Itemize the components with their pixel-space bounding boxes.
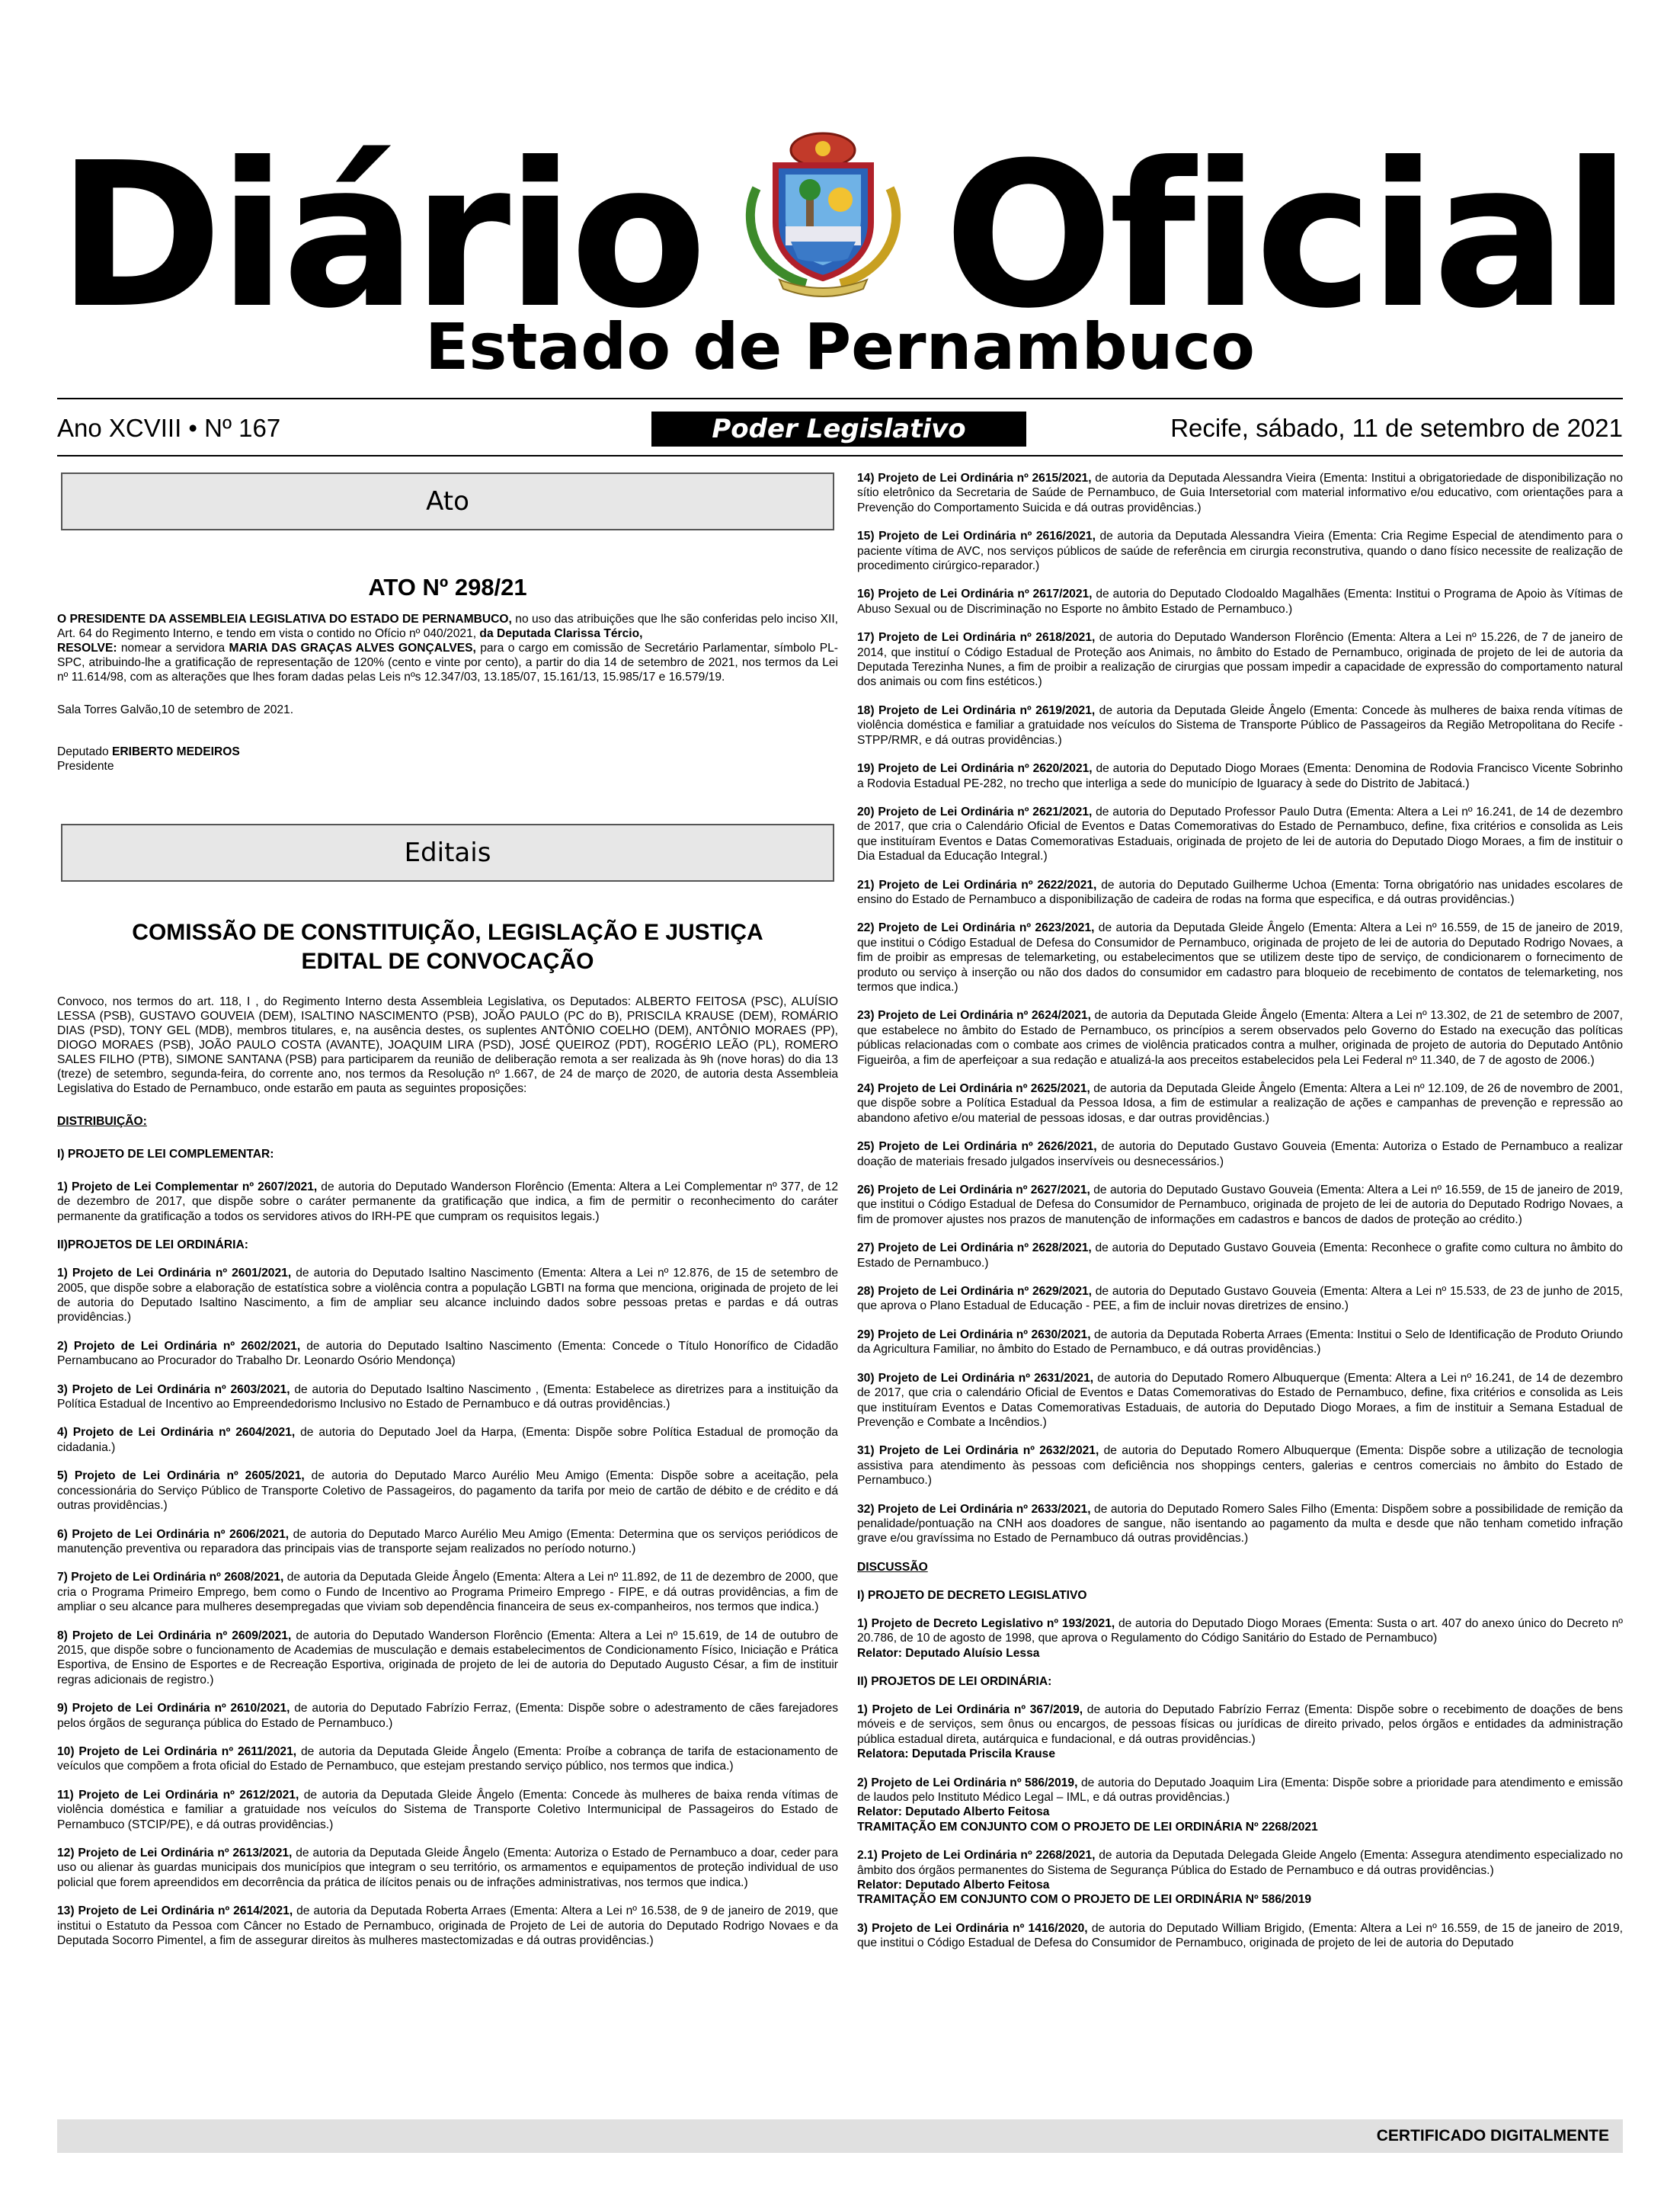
item-text: de autoria do Deputado Clodoaldo Magalhães (Ementa: Institui o Programa de Apoio às Vítimas de Abuso Sexual ou de Discriminação no Esporte no âmbito Estado de Pernambuco.) — [857, 588, 1623, 616]
list-item — [857, 1241, 1623, 1270]
item-text: de autoria do Deputado Isaltino Nascimento (Ementa: Altera a Lei nº 12.876, de 15 de setembro de 2005, que dispõe sobre a elaboração de estatística sobre a violência contra a população LGBTI na forma que menciona, originada de projeto de lei de autoria do Deputado Isaltino Nascimento, a fim de ampliar seu alcance incluindo dados sobre pessoas pretas e pardas e dá outras providências.) — [57, 1267, 838, 1325]
list-item — [857, 878, 1623, 908]
act-signer — [57, 745, 838, 759]
item-title: 1) Projeto de Lei Complementar nº 2607/2021, — [57, 1180, 318, 1193]
footer-bar — [57, 2119, 1623, 2153]
item-title: 2.1) Projeto de Lei Ordinária nº 2268/2021, — [857, 1849, 1096, 1863]
left-items-list-1 — [57, 1180, 838, 1224]
item-title: 1) Projeto de Decreto Legislativo nº 193/2021, — [857, 1616, 1115, 1630]
item-text: de autoria do Deputado Diogo Moraes (Ementa: Susta o art. 407 do anexo único do Decreto nº 20.786, de 10 de agosto de 1998, que aprova o Regulamento do Código Sanitário do Estado de Pernambuco) — [857, 1616, 1623, 1645]
list-item — [57, 1180, 838, 1224]
list-item — [57, 1788, 838, 1832]
masthead-subtitle: Estado de Pernambuco — [424, 309, 1256, 384]
item-title: 2) Projeto de Lei Ordinária nº 2602/2021, — [57, 1339, 301, 1353]
group-decreto-legislativo: I) PROJETO DE DECRETO LEGISLATIVO — [857, 1588, 1087, 1602]
item-text: de autoria do Deputado Guilherme Uchoa (Ementa: Torna obrigatório nas unidades escolares de ensino do Estado de Pernambuco a disponibilização de cadeira de rodas na forma que especifica, e dá outras providências.) — [857, 878, 1623, 906]
list-item — [857, 1776, 1623, 1835]
act-body-requester: da Deputada Clarissa Tércio, — [479, 627, 643, 640]
item-text: de autoria do Deputado Romero Albuquerque (Ementa: Altera a Lei nº 16.241, de 14 de dezembro de 2017, que cria o calendário Oficial de Eventos e Datas Comemorativas do Estado de Pernambuco, define, fixa critérios e consolida as Leis que instituíram Eventos e Datas Comemorativas Estaduais, de autoria do Deputado Diogo Moraes, a fim de instituir a Semana Estadual de Prevenção e Combate a Incêndios.) — [857, 1371, 1623, 1429]
section-header-ato: Ato — [61, 472, 834, 530]
group-lei-ordinaria: II)PROJETOS DE LEI ORDINÁRIA: — [57, 1238, 248, 1252]
act-body-text-2: nomear a servidora — [117, 642, 229, 655]
item-text: de autoria da Deputada Alessandra Vieira (Ementa: Cria Regime Especial de atendimento para o paciente vítima de AVC, nos serviços públicos de saúde de referência em cirurgia reconstrutiva, quando o dano físico necessite de realização de procedimento cirúrgico-reparador.) — [857, 530, 1623, 573]
place-date: Recife, sábado, 11 de setembro de 2021 — [1170, 414, 1623, 442]
item-text: de autoria da Deputada Roberta Arraes (Ementa: Altera a Lei nº 16.538, de 9 de janeiro de 2019, que institui o Estatuto da Pessoa com Câncer no Estado de Pernambuco, originada de Projeto de Lei de autoria do Deputado Rodrigo Novaes e da Deputada Socorro Pimentel, a fim de assegurar direitos às mulheres mastectomizadas e dá outras providências.) — [57, 1904, 838, 1948]
list-item — [857, 805, 1623, 864]
item-text: de autoria da Deputada Delegada Gleide Angelo (Ementa: Assegura atendimento especializado no âmbito dos órgãos permanentes do Sistema de Segurança Pública do Estado de Pernambuco e dá outras providências.) — [857, 1849, 1624, 1877]
masthead-title-right: Oficial — [943, 120, 1627, 352]
item-title: 6) Projeto de Lei Ordinária nº 2606/2021, — [57, 1527, 290, 1541]
list-item — [857, 1502, 1623, 1546]
edition-info: Ano XCVIII • Nº 167 — [57, 414, 281, 442]
list-item — [857, 471, 1623, 515]
item-title: 16) Projeto de Lei Ordinária nº 2617/2021, — [857, 588, 1093, 601]
list-item — [857, 1284, 1623, 1314]
act-signer-prefix: Deputado — [57, 745, 112, 758]
item-rapporteur: Relatora: Deputada Priscila Krause — [857, 1747, 1055, 1761]
item-title: 18) Projeto de Lei Ordinária nº 2619/2021, — [857, 703, 1096, 717]
item-title: 17) Projeto de Lei Ordinária nº 2618/2021, — [857, 631, 1096, 645]
item-rapporteur: Relator: Deputado Aluísio Lessa — [857, 1646, 1040, 1660]
item-text: de autoria do Deputado Wanderson Florêncio (Ementa: Altera a Lei Complementar nº 377, de 12 de dezembro de 2017, que dispõe sobre o caráter permanente da gratificação que indica, a fim de permitir o reconhecimento do caráter permanente da gratificação a todos os servidores ativos do IRH-PE que cumpram os requisitos legais.) — [57, 1180, 838, 1223]
item-text: de autoria do Deputado William Brigido, (Ementa: Altera a Lei nº 16.559, de 15 de janeiro de 2019, que institui o Código Estadual de Defesa do Consumidor de Pernambuco, originada de projeto de lei de autoria do Deputado — [857, 1921, 1623, 1950]
item-text: de autoria do Deputado Romero Sales Filho (Ementa: Dispõem sobre a possibilidade de remição da penalidade/pontuação na CNH aos doadores de sangue, não isentando ao pagamento da multa e desde que não tenham cometido infração grave e/ou gravíssima no Estado de Pernambuco dá outras providências.) — [857, 1502, 1623, 1546]
list-item — [857, 1616, 1623, 1661]
act-signer-name: ERIBERTO MEDEIROS — [111, 745, 240, 758]
item-title: 30) Projeto de Lei Ordinária nº 2631/2021, — [857, 1371, 1094, 1385]
item-title: 28) Projeto de Lei Ordinária nº 2629/2021, — [857, 1285, 1092, 1299]
act-title: ATO Nº 298/21 — [368, 574, 527, 601]
certified-digitally-label: CERTIFICADO DIGITALMENTE — [1376, 2127, 1609, 2145]
item-text: de autoria do Deputado Gustavo Gouveia (Ementa: Reconhece o grafite como cultura no âmbito do Estado de Pernambuco.) — [857, 1241, 1623, 1270]
item-title: 3) Projeto de Lei Ordinária nº 2603/2021, — [57, 1382, 290, 1396]
list-item — [57, 1382, 838, 1412]
group-lei-ordinaria-discussao: II) PROJETOS DE LEI ORDINÁRIA: — [857, 1674, 1052, 1688]
list-item — [57, 1744, 838, 1774]
list-item — [857, 921, 1623, 995]
item-title: 12) Projeto de Lei Ordinária nº 2613/2021, — [57, 1847, 293, 1859]
item-title: 32) Projeto de Lei Ordinária nº 2633/2021, — [857, 1502, 1091, 1516]
item-title: 4) Projeto de Lei Ordinária nº 2604/2021, — [57, 1426, 296, 1440]
section-header-editais: Editais — [61, 824, 834, 882]
item-title: 2) Projeto de Lei Ordinária nº 586/2019, — [857, 1776, 1078, 1789]
item-text: de autoria da Deputada Gleide Ângelo (Ementa: Altera a Lei nº 16.559, de 15 de janeiro de 2019, que institui o Código Estadual de Defesa do Consumidor de Pernambuco, originada de projeto de lei de autoria do Deputado Rodrigo Novaes, a fim de proibir as empresas de telemarketing, ou estabelecimentos que se utilizem deste tipo de serviço, de condicionarem o fornecimento de produto ou serviço à inserção ou não dos dados do consumidor em cadastro para bloqueio de recebimento de contatos de telemarketing, nos termos que indica.) — [857, 921, 1623, 994]
coat-of-arms-icon — [734, 127, 913, 299]
item-text: de autoria da Deputada Gleide Ângelo (Ementa: Altera a Lei nº 11.892, de 11 de dezembro de 2000, que cria o Programa Primeiro Emprego, bem como o Fundo de Incentivo ao Programa Primeiro Emprego - FIPE, e dá outras providências, a fim de ampliar o seu alcance para mulheres desempregadas que viviam sob dependência financeira de seus ex-companheiros, nos termos que indica.) — [57, 1571, 838, 1614]
list-item — [57, 1469, 838, 1513]
masthead-top-rule — [57, 398, 1623, 399]
list-item — [857, 529, 1623, 573]
list-item — [857, 1921, 1623, 1951]
item-text: de autoria da Deputada Roberta Arraes (Ementa: Institui o Selo de Identificação de Produto Oriundo da Agricultura Familiar, no âmbito do Estado de Pernambuco, e dá outras providências.) — [857, 1328, 1623, 1357]
act-signer-role: Presidente — [57, 760, 114, 773]
item-title: 22) Projeto de Lei Ordinária nº 2623/2021, — [857, 921, 1095, 935]
item-text: de autoria da Deputada Gleide Ângelo (Ementa: Concede às mulheres de baixa renda vítimas de violência doméstica e familiar a gratuidade nos veículos do Sistema de Transporte Coletivo Intermunicipal de Passageiros do Estado de Pernambuco (STCIP/PE), e dá outras providências.) — [57, 1788, 838, 1831]
item-text: de autoria do Deputado Joel da Harpa, (Ementa: Dispõe sobre Política Estadual de promoção da cidadania.) — [57, 1426, 838, 1454]
act-body-appointee: MARIA DAS GRAÇAS ALVES GONÇALVES, — [229, 642, 476, 655]
list-item — [57, 1266, 838, 1325]
list-item — [57, 1570, 838, 1614]
item-text: de autoria do Deputado Isaltino Nascimento (Ementa: Concede o Título Honorífico de Cidadão Pernambucano ao Procurador do Trabalho Dr. Leonardo Osório Mendonça) — [57, 1339, 839, 1368]
item-title: 19) Projeto de Lei Ordinária nº 2620/2021, — [857, 762, 1093, 776]
edital-heading-1: COMISSÃO DE CONSTITUIÇÃO, LEGISLAÇÃO E JUSTIÇA — [132, 920, 763, 945]
item-rapporteur: Relator: Deputado Alberto Feitosa — [857, 1879, 1050, 1892]
masthead-bottom-rule — [57, 455, 1623, 456]
item-text: de autoria do Deputado Joaquim Lira (Ementa: Dispõe sobre a prioridade para atendimento e emissão de laudos pelo Instituto Médico Legal – IML, e dá outras providências.) — [857, 1776, 1623, 1804]
item-title: 1) Projeto de Lei Ordinária nº 2601/2021, — [57, 1267, 292, 1280]
item-joint-processing: TRAMITAÇÃO EM CONJUNTO COM O PROJETO DE LEI ORDINÁRIA Nº 2268/2021 — [857, 1820, 1318, 1834]
list-item — [57, 1339, 838, 1369]
item-text: de autoria do Deputado Fabrízio Ferraz (Ementa: Dispõe sobre o recebimento de doações de bens móveis e de serviços, sem ônus ou encargos, de pessoas físicas ou jurídicas de direito privado, pelos órgãos e entidades da administração pública estadual direta, autárquica e fundacional, e dá outras providências.) — [857, 1703, 1623, 1746]
item-title: 3) Projeto de Lei Ordinária nº 1416/2020, — [857, 1921, 1088, 1935]
item-title: 5) Projeto de Lei Ordinária nº 2605/2021, — [57, 1469, 305, 1483]
item-joint-processing: TRAMITAÇÃO EM CONJUNTO COM O PROJETO DE LEI ORDINÁRIA Nº 586/2019 — [857, 1893, 1312, 1907]
item-title: 21) Projeto de Lei Ordinária nº 2622/2021, — [857, 878, 1097, 892]
act-body-text-3: para o cargo em comissão de Secretário Parlamentar, símbolo PL-SPC, atribuindo-lhe a gratificação de representação de 120% (cento e vinte por cento), a partir do dia 14 de setembro de 2021, nos termos da Lei nº 11.614/98, com as alterações que lhes foram dadas pelas Leis nºs 12.347/03, 13.185/07, 15.161/13, 15.985/17 e 16.579/19. — [57, 642, 838, 684]
item-text: de autoria do Deputado Wanderson Florêncio (Ementa: Altera a Lei nº 15.226, de 7 de janeiro de 2014, que instituí o Código Estadual de Proteção aos Animais, no âmbito do Estado de Pernambuco, originada de projeto de lei de autoria da Deputada Terezinha Nunes, a fim de proibir a realização de cirurgias que possam impedir a capacidade de expressão do comportamento natural dos animais ou com fins estéticos.) — [857, 631, 1623, 689]
item-text: de autoria do Deputado Gustavo Gouveia (Ementa: Altera a Lei nº 16.559, de 15 de janeiro de 2019, que institui o Código Estadual de Defesa do Consumidor de Pernambuco, originada de projeto de lei de autoria do Deputado Rodrigo Novaes, a fim de promover ajustes nos prazos de manutenção de informações em cadastros e bancos de dados de proteção ao crédito.) — [857, 1184, 1623, 1226]
act-place-date: Sala Torres Galvão,10 de setembro de 2021. — [57, 703, 294, 716]
item-text: de autoria do Deputado Marco Aurélio Meu Amigo (Ementa: Determina que os serviços periódicos de manutenção preventiva ou reparadora das principais vias de transporte sejam realizados no período noturno.) — [57, 1527, 838, 1555]
list-item — [857, 1328, 1623, 1357]
item-title: 15) Projeto de Lei Ordinária nº 2616/2021, — [857, 530, 1096, 543]
act-body-authority: O PRESIDENTE DA ASSEMBLEIA LEGISLATIVA DO ESTADO DE PERNAMBUCO, — [57, 613, 512, 626]
list-item — [857, 1139, 1623, 1169]
item-text: de autoria do Deputado Fabrízio Ferraz, (Ementa: Dispõe sobre o adestramento de cães farejadores pelos órgãos de segurança pública do Estado de Pernambuco.) — [57, 1702, 838, 1730]
item-title: 26) Projeto de Lei Ordinária nº 2627/2021, — [857, 1184, 1090, 1197]
list-item — [857, 761, 1623, 791]
act-body — [57, 612, 838, 684]
list-item — [857, 1371, 1623, 1430]
item-rapporteur: Relator: Deputado Alberto Feitosa — [857, 1805, 1050, 1819]
list-item — [857, 1848, 1623, 1908]
group-lei-complementar: I) PROJETO DE LEI COMPLEMENTAR: — [57, 1148, 274, 1161]
list-item — [57, 1904, 838, 1948]
item-title: 10) Projeto de Lei Ordinária nº 2611/2021, — [57, 1744, 297, 1758]
item-title: 25) Projeto de Lei Ordinária nº 2626/2021, — [857, 1140, 1097, 1154]
list-item — [857, 587, 1623, 617]
list-item — [857, 1183, 1623, 1227]
branch-label: Poder Legislativo — [651, 412, 1026, 447]
item-text: de autoria da Deputada Gleide Ângelo (Ementa: Concede às mulheres de baixa renda vítimas de violência doméstica e familiar a gratuidade nos veículos do Sistema de Transporte Público de Passageiros da Região Metropolitana do Recife - STPP/RMR, e dá outras providências.) — [857, 703, 1623, 747]
item-text: de autoria do Deputado Gustavo Gouveia (Ementa: Altera a Lei nº 15.533, de 23 de junho de 2015, que aprova o Plano Estadual de Educação - PEE, a fim de incluir novas diretrizes de ensino.) — [857, 1285, 1623, 1313]
item-title: 11) Projeto de Lei Ordinária nº 2612/2021, — [57, 1788, 299, 1802]
item-text: de autoria do Deputado Diogo Moraes (Ementa: Denomina de Rodovia Francisco Vicente Sobrinho a Rodovia Estadual PE-282, no trecho que interliga a sede do município de Iguaracy à sede do Distrito de Jabitacá.) — [857, 762, 1623, 790]
item-text: de autoria da Deputada Gleide Ângelo (Ementa: Proíbe a cobrança de tarifa de estacionamento de veículos que compõem a frota oficial do Estado de Pernambuco, que estejam prestando serviço público, nos termos que indica.) — [57, 1744, 838, 1773]
list-item — [57, 1425, 838, 1455]
act-body-resolve: RESOLVE: — [57, 642, 117, 655]
edital-intro: Convoco, nos termos do art. 118, I , do Regimento Interno desta Assembleia Legislativa, os Deputados: ALBERTO FEITOSA (PSC), ALUÍSIO LESSA (PSB), GUSTAVO GOUVEIA (DEM), ISALTINO NASCIMENTO (PSB), JOÃO PAULO (PC do B), PRISCILA KRAUSE (DEM), ROMÁRIO DIAS (PSD), TONY GEL (MDB), membros titulares, e, na ausência destes, os suplentes ANTÔNIO COELHO (DEM), ANTÔNIO MORAES (PP), DIOGO MORAES (PSB), JOÃO PAULO COSTA (AVANTE), JOAQUIM LIRA (PSD), JOSÉ QUEIROZ (PDT), ROGÉRIO LEÃO (PL), ROMERO SALES FILHO (PTB), SIMONE SANTANA (PSB) para participarem da reunião de deliberação remota a ser realizada às 9h (nove horas) do dia 13 (treze) de setembro, segunda-feira, do corrente ano, nos termos da Resolução nº 1.667, de 24 de março de 2020, de autoria desta Assembleia Legislativa do Estado de Pernambuco, onde estarão em pauta as seguintes proposições: — [57, 995, 838, 1095]
item-text: de autoria do Deputado Gustavo Gouveia (Ementa: Autoriza o Estado de Pernambuco a realizar doação de materiais fresado julgados inservíveis ou desnecessários.) — [857, 1140, 1623, 1168]
list-item — [57, 1527, 838, 1557]
list-item — [857, 1703, 1623, 1762]
list-item — [857, 630, 1623, 690]
right-column — [857, 471, 1623, 1965]
item-text: de autoria do Deputado Wanderson Florêncio (Ementa: Altera a Lei nº 15.619, de 14 de outubro de 2015, que dispõe sobre o funcionamento de Academias de musculação e demais estabelecimentos de Condicionamento Físico, Iniciação e Prática Esportiva, de Ensino de Esportes e de Recreação Esportiva, originada de projeto de lei de autoria do Deputado Augusto César, a fim de instituir regras adicionais de registro.) — [57, 1629, 838, 1686]
item-text: de autoria da Deputada Alessandra Vieira (Ementa: Institui a obrigatoriedade de disponibilização no sítio eletrônico da Secretaria de Saúde de Pernambuco, de Guia Intersetorial com material informativo e/ou educativo, com orientações para a Prevenção do Comportamento Suicida e dá outras providências.) — [857, 472, 1623, 514]
list-item — [857, 1443, 1623, 1488]
distribuicao-heading: DISTRIBUIÇÃO: — [57, 1115, 147, 1128]
edital-heading-2: EDITAL DE CONVOCAÇÃO — [301, 949, 594, 974]
item-title: 23) Projeto de Lei Ordinária nº 2624/2021, — [857, 1009, 1091, 1023]
item-title: 27) Projeto de Lei Ordinária nº 2628/2021, — [857, 1241, 1092, 1255]
act-body-text-1: no uso das atribuições que lhe são conferidas pelo inciso XII, Art. 64 do Regimento Interno, e tendo em vista o contido no Ofício nº 040/2021, — [57, 613, 839, 640]
item-text: de autoria do Deputado Marco Aurélio Meu Amigo (Ementa: Dispõe sobre a aceitação, pela concessionária do Serviço Público de Transporte Coletivo de Passageiros, do pagamento da tarifa por meio de cartão de débito e de crédito e dá outras providências.) — [57, 1469, 838, 1513]
item-title: 13) Projeto de Lei Ordinária nº 2614/2021, — [57, 1904, 293, 1918]
item-title: 9) Projeto de Lei Ordinária nº 2610/2021, — [57, 1702, 290, 1715]
item-text: de autoria da Deputada Gleide Ângelo (Ementa: Altera a Lei nº 12.109, de 26 de novembro de 2001, que dispõe sobre a Política Estadual da Pessoa Idosa, a fim de estimular a realização de ações e campanhas de prevenção e repressão ao abandono afetivo e/ou material de pessoas idosas, e dar outras providências.) — [857, 1082, 1623, 1125]
item-text: de autoria do Deputado Romero Albuquerque (Ementa: Dispõe sobre a utilização de tecnologia assistiva para atendimento às pessoas com deficiência nos shoppings centers, galerias e centros comerciais no âmbito do Estado de Pernambuco.) — [857, 1444, 1623, 1488]
list-item — [57, 1846, 838, 1890]
discussao-heading: DISCUSSÃO — [857, 1560, 928, 1574]
left-column — [57, 472, 838, 1962]
list-item — [857, 1008, 1623, 1068]
item-title: 8) Projeto de Lei Ordinária nº 2609/2021, — [57, 1629, 292, 1642]
item-title: 14) Projeto de Lei Ordinária nº 2615/2021, — [857, 472, 1092, 485]
item-title: 31) Projeto de Lei Ordinária nº 2632/2021, — [857, 1444, 1099, 1458]
item-title: 1) Projeto de Lei Ordinária nº 367/2019, — [857, 1703, 1083, 1716]
list-item — [57, 1701, 838, 1731]
item-text: de autoria da Deputada Gleide Ângelo (Ementa: Autoriza o Estado de Pernambuco a doar, ceder para uso ou alienar às guardas municipais dos municípios que integram o seu território, os armamentos e equipamentos de proteção individual de uso policial que forem apreendidos em decorrência da prática de ilícitos penais ou de infrações administrativas, nos termos que indica.) — [57, 1847, 838, 1889]
item-title: 29) Projeto de Lei Ordinária nº 2630/2021, — [857, 1328, 1091, 1341]
list-item — [57, 1629, 838, 1688]
item-title: 7) Projeto de Lei Ordinária nº 2608/2021, — [57, 1571, 284, 1584]
item-text: de autoria da Deputada Gleide Ângelo (Ementa: Altera a Lei nº 13.302, de 21 de setembro de 2007, que estabelece no âmbito do Estado de Pernambuco, os princípios a serem observados pelo Governo do Estado na execução das políticas públicas relacionadas com o combate aos crimes de violência praticados contra a mulher, originada de projeto de autoria do Deputado Antônio Figueirôa, a fim de aperfeiçoar a sua redação e atualizá-la aos preceitos estabelecidos pela Lei Federal nº 11.340, de 7 de agosto de 2006.) — [857, 1009, 1623, 1067]
list-item — [857, 703, 1623, 748]
item-text: de autoria do Deputado Professor Paulo Dutra (Ementa: Altera a Lei nº 16.241, de 14 de dezembro de 2017, que cria o Calendário Oficial de Eventos e Datas Comemorativas do Estado de Pernambuco, define, fixa critérios e consolida as Leis que instituíram Eventos e Datas Comemorativas Estaduais, originada de projeto de lei de autoria do Deputado Diogo Moraes, a fim de instituir o Dia Estadual da Educação Integral.) — [857, 805, 1623, 863]
item-title: 20) Projeto de Lei Ordinária nº 2621/2021, — [857, 805, 1093, 818]
left-items-list-2 — [57, 1266, 838, 1948]
item-title: 24) Projeto de Lei Ordinária nº 2625/2021, — [857, 1082, 1090, 1095]
item-text: de autoria do Deputado Isaltino Nascimento , (Ementa: Estabelece as diretrizes para a instituição da Política Estadual de Incentivo ao Empreendedorismo Inclusivo no Estado de Pernambuco e dá outras providências.) — [57, 1382, 838, 1411]
list-item — [857, 1081, 1623, 1126]
masthead-title-left: Diário — [57, 120, 703, 352]
